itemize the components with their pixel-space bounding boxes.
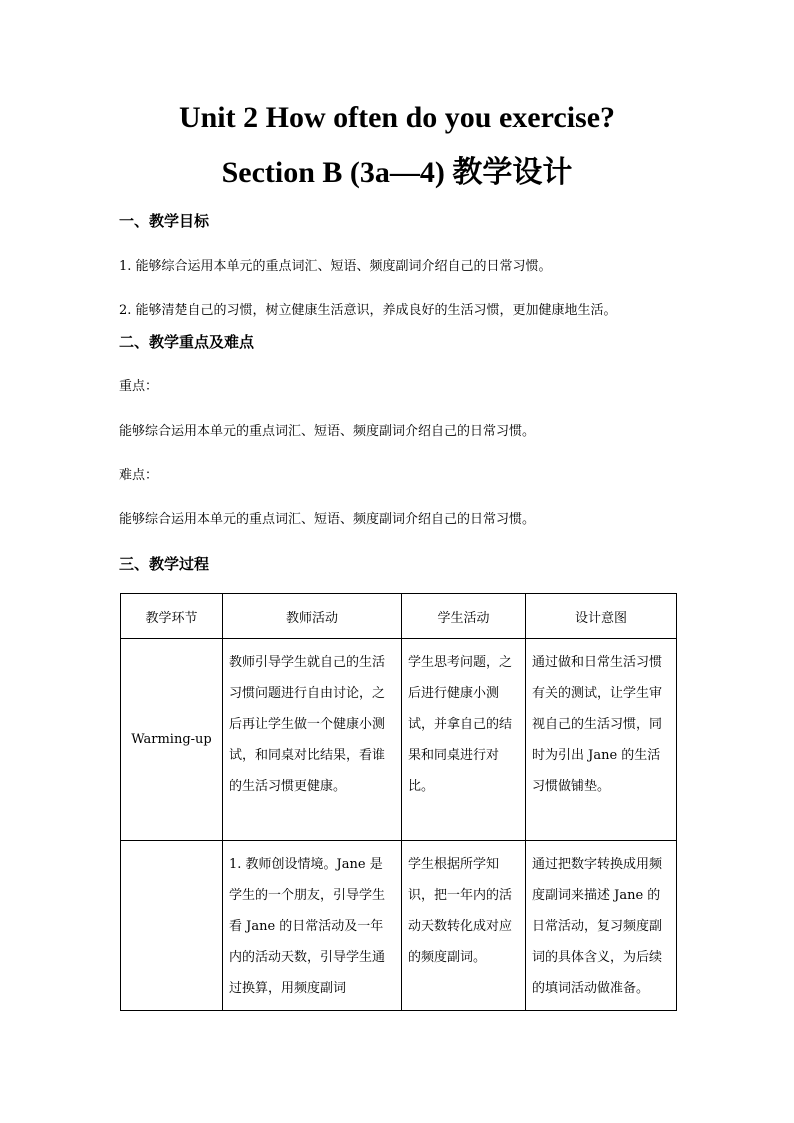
table-row [121,841,677,1011]
objective-item: 2. 能够清楚自己的习惯，树立健康生活意识，养成良好的生活习惯，更加健康地生活。 [119,303,617,318]
header-design-purpose: 设计意图 [526,594,677,639]
table-row [121,639,677,841]
difficulty-text: 能够综合运用本单元的重点词汇、短语、频度副词介绍自己的日常习惯。 [119,512,536,527]
focus-text: 能够综合运用本单元的重点词汇、短语、频度副词介绍自己的日常习惯。 [119,424,536,439]
teacher-activity-cell [223,841,402,1011]
design-purpose-text: 通过把数字转换成用频度副词来描述 Jane 的日常活动，复习频度副词的具体含义，为后续的填词活动做准备。 [532,857,663,996]
student-activity-cell [402,841,526,1011]
document-title: Unit 2 How often do you exercise? [178,101,616,134]
section-heading-key-points: 二、教学重点及难点 [119,333,255,351]
section-heading-process: 三、教学过程 [119,555,210,573]
student-activity-text: 学生根据所学知识，把一年内的活动天数转化成对应的频度副词。 [408,857,513,965]
header-stage: 教学环节 [121,594,223,639]
section-heading-objectives: 一、教学目标 [119,212,210,230]
focus-label: 重点： [119,379,159,394]
teaching-process-table [120,593,677,1011]
design-purpose-cell [526,639,677,841]
document-subtitle: Section B (3a—4) 教学设计 [221,156,573,189]
teacher-activity-text: 1. 教师创设情境。Jane 是学生的一个朋友，引导学生看 Jane 的日常活动及一年内的活动天数，引导学生通过换算，用频度副词 [229,857,386,996]
header-teacher-activity: 教师活动 [223,594,402,639]
design-purpose-cell [526,841,677,1011]
objective-item: 1. 能够综合运用本单元的重点词汇、短语、频度副词介绍自己的日常习惯。 [119,259,552,274]
stage-cell: Warming-up [121,639,223,841]
stage-cell [121,841,223,1011]
table-header-row [121,594,677,639]
teacher-activity-cell [223,639,402,841]
design-purpose-text: 通过做和日常生活习惯有关的测试，让学生审视自己的生活习惯，同时为引出 Jane 的生活习惯做铺垫。 [532,655,663,794]
teacher-activity-text: 教师引导学生就自己的生活习惯问题进行自由讨论，之后再让学生做一个健康小测试，和同桌对比结果，看谁的生活习惯更健康。 [229,655,386,794]
header-student-activity: 学生活动 [402,594,526,639]
difficulty-label: 难点： [119,468,159,483]
student-activity-cell [402,639,526,841]
student-activity-text: 学生思考问题，之后进行健康小测试，并拿自己的结果和同桌进行对比。 [408,655,513,794]
